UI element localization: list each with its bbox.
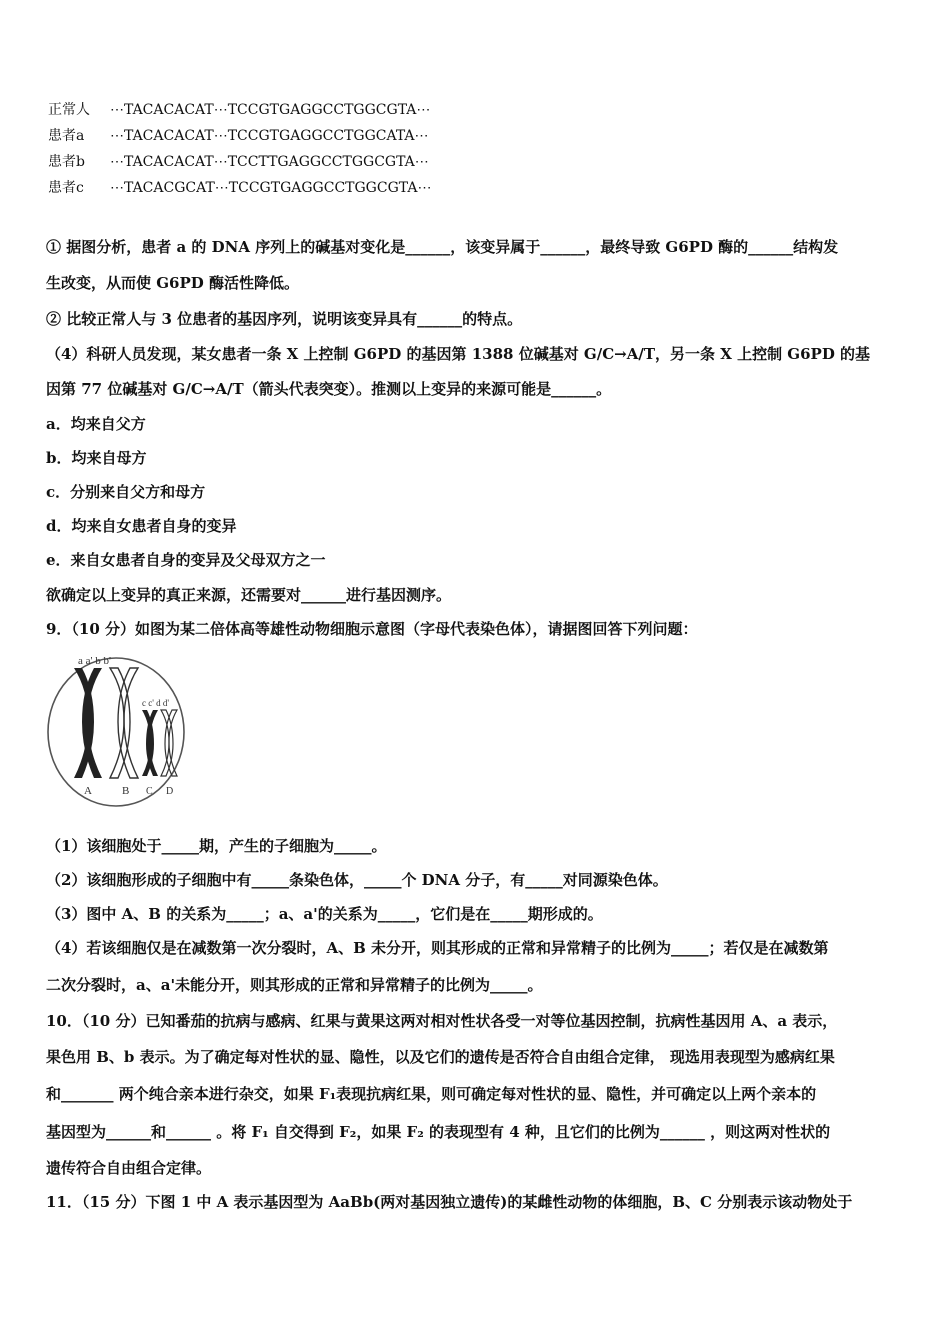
chromosome-figure xyxy=(44,650,194,810)
sequence-row xyxy=(48,100,430,120)
question-text: 果色用 B、b 表示。为了确定每对性状的显、隐性，以及它们的遗传是否符合自由组合定律， 现选用表现型为感病红果 xyxy=(46,1048,835,1066)
top-chromosome-labels: a a' b b' xyxy=(78,655,111,667)
sequence-text: ⋯TACACACAT⋯TCCTTGAGGCCTGGCGTA⋯ xyxy=(110,154,429,170)
sequence-label: 患者c xyxy=(48,180,84,196)
option-c: c．分别来自父方和母方 xyxy=(46,483,206,501)
cell-chromosome-diagram xyxy=(44,650,194,810)
sequence-text: ⋯TACACGCAT⋯TCCGTGAGGCCTGGCGTA⋯ xyxy=(110,180,432,196)
option-e: e．来自女患者自身的变异及父母双方之一 xyxy=(46,551,326,569)
question-text: 遗传符合自由组合定律。 xyxy=(46,1159,212,1177)
sequence-text: ⋯TACACACAT⋯TCCGTGAGGCCTGGCATA⋯ xyxy=(110,128,429,144)
question-text: ① 据图分析，患者 a 的 DNA 序列上的碱基对变化是______，该变异属于______，最终导致 G6PD 酶的______结构发 xyxy=(46,238,839,256)
small-chromosome-labels: c c' d d' xyxy=(142,698,169,708)
label-B: B xyxy=(122,785,130,797)
sequence-row xyxy=(48,152,429,172)
question-text: 基因型为______和______ 。将 F₁ 自交得到 F₂，如果 F₂ 的表现型有 4 种，且它们的比例为______ ，则这两对性状的 xyxy=(46,1123,831,1141)
question-text: 因第 77 位碱基对 G/C→A/T（箭头代表突变）。推测以上变异的来源可能是______。 xyxy=(46,380,612,398)
question-text: 二次分裂时，a、a'未能分开，则其形成的正常和异常精子的比例为_____。 xyxy=(46,976,543,994)
option-d: d．均来自女患者自身的变异 xyxy=(46,517,237,535)
option-b: b．均来自母方 xyxy=(46,449,147,467)
question-text: （2）该细胞形成的子细胞中有_____条染色体，_____个 DNA 分子，有_____对同源染色体。 xyxy=(46,871,668,889)
question-text: 和_______ 两个纯合亲本进行杂交，如果 F₁表现抗病红果，则可确定每对性状的显、隐性，并可确定以上两个亲本的 xyxy=(46,1085,817,1103)
sequence-row xyxy=(48,178,431,198)
label-A: A xyxy=(84,785,92,797)
sequence-label: 正常人 xyxy=(48,102,90,118)
question-text: 欲确定以上变异的真正来源，还需要对______进行基因测序。 xyxy=(46,586,452,604)
label-C: C xyxy=(146,786,153,797)
option-a: a．均来自父方 xyxy=(46,415,146,433)
question-11-title: 11．（15 分）下图 1 中 A 表示基因型为 AaBb(两对基因独立遗传)的某雌性动物的体细胞，B、C 分别表示该动物处于 xyxy=(46,1193,853,1211)
question-10-title: 10．（10 分）已知番茄的抗病与感病、红果与黄果这两对相对性状各受一对等位基因控制，抗病性基因用 A、a 表示， xyxy=(46,1012,838,1030)
question-text: （1）该细胞处于_____期，产生的子细胞为_____。 xyxy=(46,837,387,855)
question-text: 生改变，从而使 G6PD 酶活性降低。 xyxy=(46,274,299,292)
question-text: （3）图中 A、B 的关系为_____；a、a'的关系为_____，它们是在_____期形成的。 xyxy=(46,905,603,923)
sequence-label: 患者a xyxy=(48,128,85,144)
question-text: （4）若该细胞仅是在减数第一次分裂时，A、B 未分开，则其形成的正常和异常精子的比例为_____；若仅是在减数第 xyxy=(46,939,829,957)
question-text: （4）科研人员发现，某女患者一条 X 上控制 G6PD 的基因第 1388 位碱基对 G/C→A/T，另一条 X 上控制 G6PD 的基 xyxy=(46,345,871,363)
sequence-label: 患者b xyxy=(48,154,85,170)
label-D: D xyxy=(166,786,174,797)
sequence-row xyxy=(48,126,429,146)
question-text: ② 比较正常人与 3 位患者的基因序列，说明该变异具有______的特点。 xyxy=(46,310,523,328)
question-9-title: 9．（10 分）如图为某二倍体高等雄性动物细胞示意图（字母代表染色体），请据图回答下列问题： xyxy=(46,620,698,638)
sequence-text: ⋯TACACACAT⋯TCCGTGAGGCCTGGCGTA⋯ xyxy=(110,102,431,118)
